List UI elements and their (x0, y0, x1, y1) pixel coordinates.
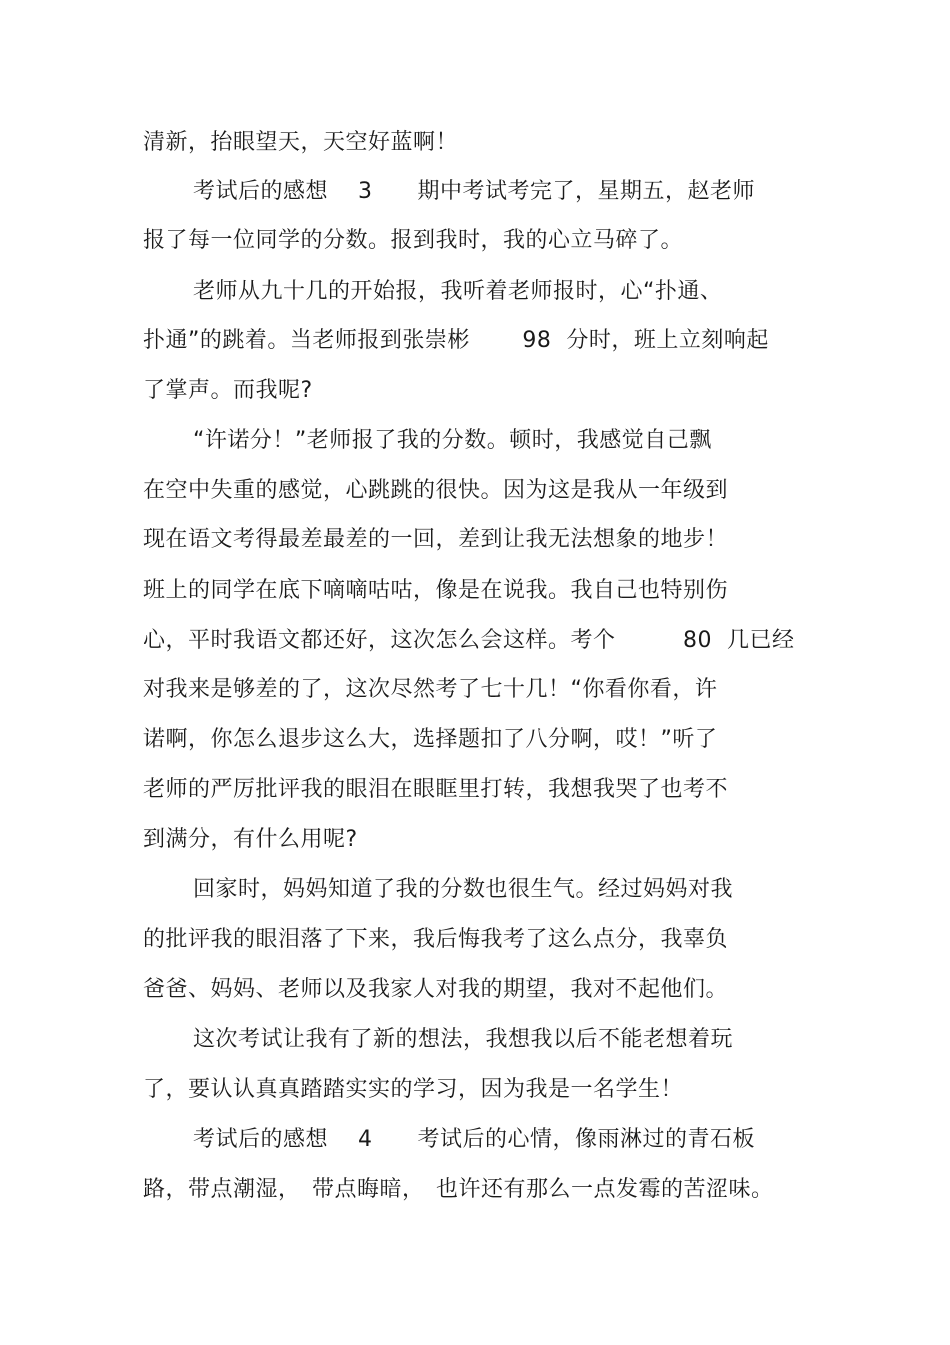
text-line: 清新，抬眼望天，天空好蓝啊！ (143, 130, 459, 155)
text-line: 考试后的感想 3 期中考试考完了，星期五，赵老师 (193, 179, 755, 204)
text-line: 回家时，妈妈知道了我的分数也很生气。经过妈妈对我 (193, 877, 734, 902)
text-line: 了，要认认真真踏踏实实的学习，因为我是一名学生！ (143, 1077, 684, 1102)
text-line: 对我来是够差的了，这次尽然考了七十几！“你看你看，许 (143, 677, 718, 702)
text-line: 心，平时我语文都还好，这次怎么会这样。考个 80 几已经 (143, 628, 795, 653)
text-line: 到满分，有什么用呢? (143, 827, 358, 852)
text-line: 老师的严厉批评我的眼泪在眼眶里打转，我想我哭了也考不 (143, 777, 729, 802)
text-line: 爸爸、妈妈、老师以及我家人对我的期望，我对不起他们。 (143, 977, 729, 1002)
text-line: 这次考试让我有了新的想法，我想我以后不能老想着玩 (193, 1027, 734, 1052)
text-line: 老师从九十几的开始报，我听着老师报时，心“扑通、 (193, 279, 723, 304)
text-line: 班上的同学在底下嘀嘀咕咕，像是在说我。我自己也特别伤 (143, 578, 729, 603)
text-line: “许诺分！”老师报了我的分数。顿时，我感觉自己飘 (193, 428, 712, 453)
text-line: 现在语文考得最差最差的一回，差到让我无法想象的地步！ (143, 527, 729, 552)
text-line: 考试后的感想 4 考试后的心情，像雨淋过的青石板 (193, 1127, 755, 1152)
text-line: 在空中失重的感觉，心跳跳的很快。因为这是我从一年级到 (143, 478, 729, 503)
text-line: 的批评我的眼泪落了下来，我后悔我考了这么点分，我辜负 (143, 927, 729, 952)
text-line: 路，带点潮湿， 带点晦暗， 也许还有那么一点发霉的苦涩味。 (143, 1177, 774, 1202)
text-line: 扑通”的跳着。当老师报到张崇彬 98 分时，班上立刻响起 (143, 328, 769, 353)
text-line: 报了每一位同学的分数。报到我时，我的心立马碎了。 (143, 228, 684, 253)
text-line: 诺啊，你怎么退步这么大，选择题扣了八分啊，哎！”听了 (143, 727, 718, 752)
text-line: 了掌声。而我呢? (143, 378, 313, 403)
